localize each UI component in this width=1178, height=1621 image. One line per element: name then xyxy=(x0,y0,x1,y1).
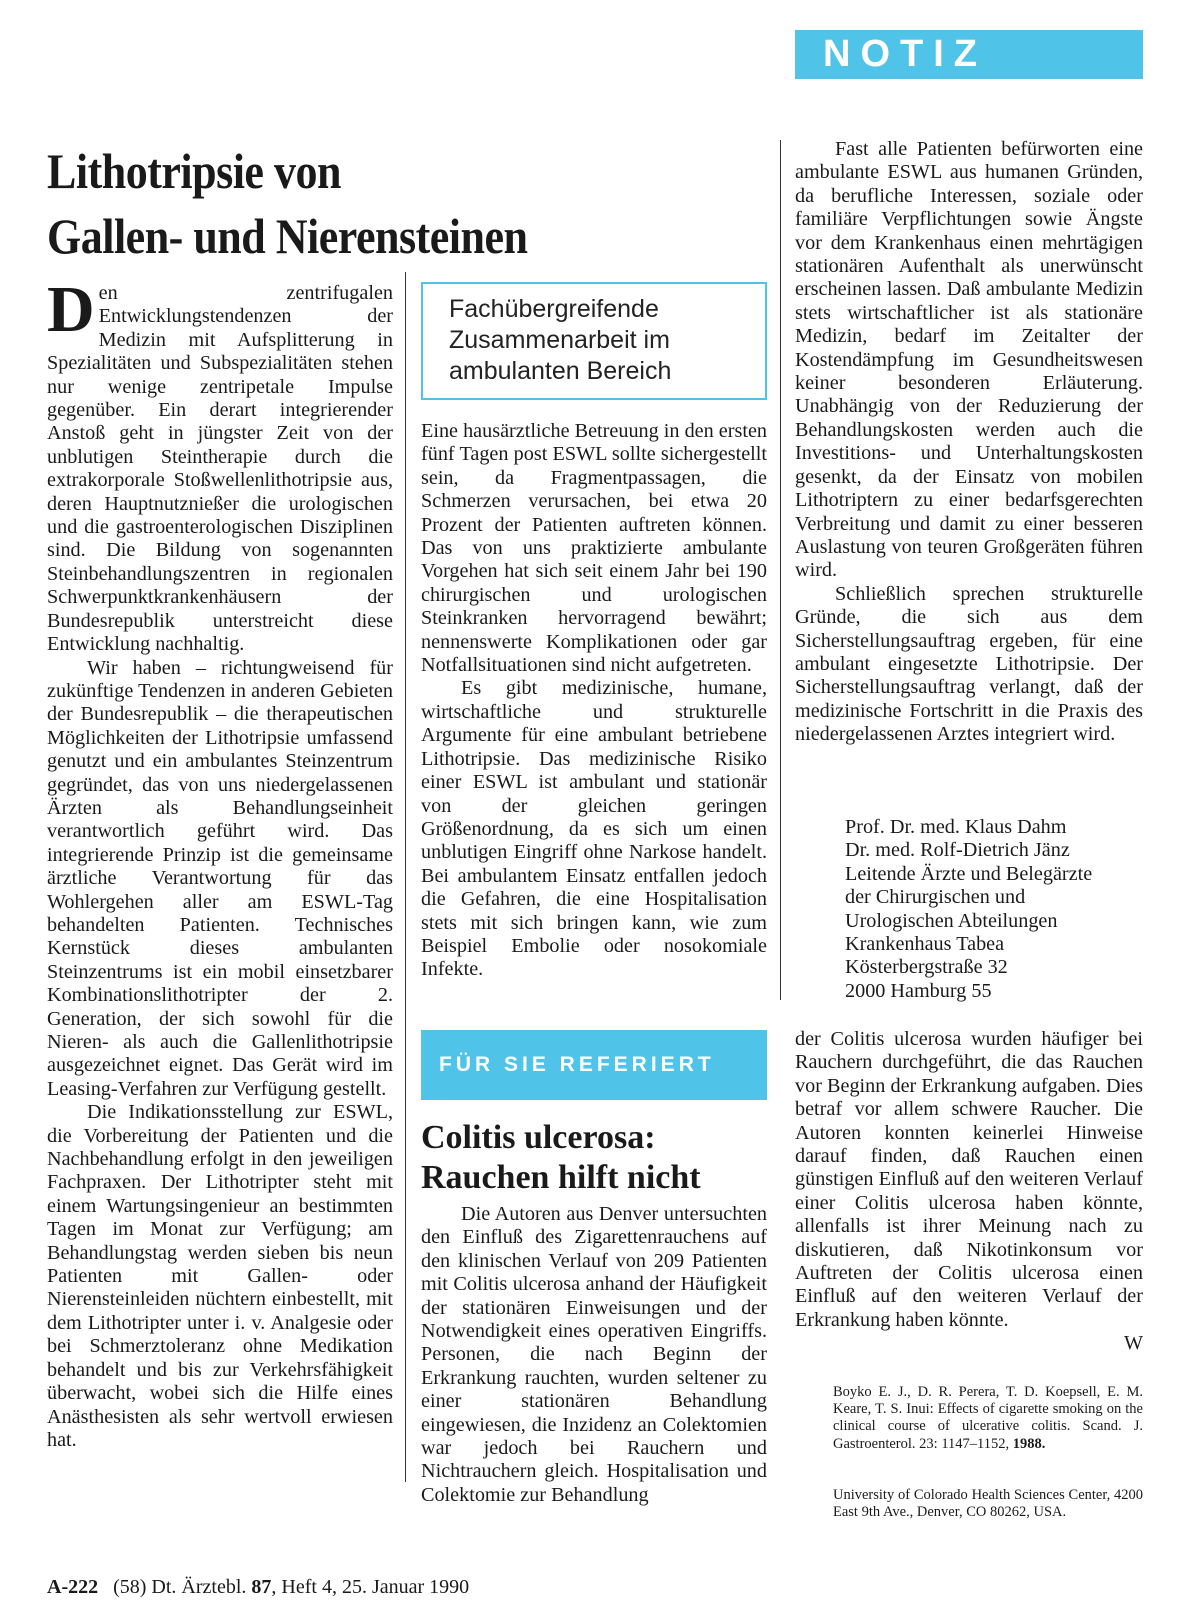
page-footer xyxy=(47,1575,469,1599)
pull-quote xyxy=(421,282,767,400)
paragraph: Fast alle Patienten befürworten eine ambulante ESWL aus humanen Gründen, da berufliche Interessen, soziale oder familiäre Verpflichtungen sowie Ängste vor dem Krankenhaus einen mehrtägigen stationären Aufenthalt als unerwünscht erscheinen lassen. Daß ambulante Medizin stets wirtschaftlicher ist als stationäre Medizin, bedarf im Zeitalter der Kostendämpfung im Gesundheitswesen keiner besonderen Erläuterung. Unabhängig von der Reduzierung der Behandlungskosten werden auch die Investitions- und Unterhaltungskosten gesenkt, da der Einsatz von mobilen Lithotriptern zu einer bedarfsgerechten Verbreitung und damit zu einer besseren Auslastung von teuren Großgeräten führen wird. xyxy=(795,138,1143,582)
paragraph: der Colitis ulcerosa wurden häufiger bei Rauchern durchgeführt, die das Rauchen vor Beginn der Erkrankung aufgaben. Dies betraf vor allem schwere Raucher. Die Autoren konnten keinerlei Hinweise darauf finden, daß Rauchen einen günstigen Einfluß auf den weiteren Verlauf einer Colitis ulcerosa haben könnte, allenfalls ist ihrer Meinung nach zu diskutieren, daß Nikotinkonsum vor Auftreten der Colitis ulcerosa einen Einfluß auf den weiteren Verlauf der Erkrankung haben könnte. xyxy=(795,1028,1143,1331)
signature-line: 2000 Hamburg 55 xyxy=(845,979,992,1002)
author-address: University of Colorado Health Sciences Center, 4200 East 9th Ave., Denver, CO 80262, USA. xyxy=(833,1487,1143,1521)
section-title-line-2: Rauchen hilft nicht xyxy=(421,1159,701,1196)
section-column-1 xyxy=(421,1203,767,1507)
title-line-2: Gallen- und Nierensteinen xyxy=(47,209,528,265)
section-banner: NOTIZ xyxy=(795,30,1143,79)
section-label-box: FÜR SIE REFERIERT xyxy=(421,1030,767,1100)
reference: Boyko E. J., D. R. Perera, T. D. Koepsell, E. M. Keare, T. S. Inui: Effects of cigarette smoking on the clinical course of ulcerative colitis. Scand. J. Gastroenterol. 23: 1147–1152, 1988. xyxy=(833,1384,1143,1452)
journal-volume: 87 xyxy=(251,1576,272,1598)
signature-line: der Chirurgischen und xyxy=(845,886,1026,909)
pull-quote-line: ambulanten Bereich xyxy=(449,357,672,385)
paragraph: Schließlich sprechen strukturelle Gründe, die sich aus dem Sicherstellungsauftrag ergeben, für eine ambulant eingesetzte Lithotripsie. Der Sicherstellungsauftrag verlangt, daß der medizinische Fortschritt in die Praxis des niedergelassenen Arztes integriert wird. xyxy=(795,582,1143,746)
article-column-1 xyxy=(47,273,393,1452)
article-title xyxy=(47,140,707,270)
paragraph: Den zentrifugalen Entwicklungstendenzen der Medizin mit Aufsplitterung in Spezialitäten und Subspezialitäten stehen nur wenige zentripetale Impulse gegenüber. Ein derart integrierender Anstoß geht in jüngster Zeit von der unblutigen Steintherapie durch die extrakorporale Stoßwellenlithotripsie aus, deren Hauptnutznießer die urologischen und die gastroenterologischen Disziplinen sind. Die Bildung von sogenannten Steinbehandlungszentren in regionalen Schwerpunktkrankenhäusern der Bundesrepublik unterstreicht diese Entwicklung nachhaltig. xyxy=(47,273,393,656)
signature-line: Urologischen Abteilungen xyxy=(845,909,1058,932)
signature-line: Krankenhaus Tabea xyxy=(845,933,1005,956)
pull-quote-line: Fachübergreifende xyxy=(449,295,659,323)
journal-citation: (58) Dt. Ärztebl. xyxy=(113,1576,247,1598)
column-divider-2 xyxy=(780,140,781,1000)
journal-issue: , Heft 4, 25. Januar 1990 xyxy=(271,1576,470,1598)
section-column-2 xyxy=(795,1028,1143,1356)
paragraph: Es gibt medizinische, humane, wirtschaftliche und strukturelle Argumente für eine ambulant betriebene Lithotripsie. Das medizinische Risiko einer ESWL ist ambulant und stationär von der gleichen geringen Größenordnung, da es sich um einen unblutigen Eingriff ohne Narkose handelt. Bei ambulantem Einsatz entfallen jedoch die Gefahren, die eine Hospitalisation stets mit sich bringen kann, wie zum Beispiel Embolie oder nosokomiale Infekte. xyxy=(421,677,767,981)
pull-quote-line: Zusammenarbeit im xyxy=(449,326,670,354)
section-title-line-1: Colitis ulcerosa: xyxy=(421,1119,656,1156)
page-number: A-222 xyxy=(47,1576,99,1598)
signature-line: Leitende Ärzte und Belegärzte xyxy=(845,862,1093,885)
column-divider-1 xyxy=(405,272,406,1482)
signature-line: Kösterbergstraße 32 xyxy=(845,956,1008,979)
drop-cap: D xyxy=(47,273,95,346)
article-column-2 xyxy=(421,420,767,982)
paragraph: Die Indikationsstellung zur ESWL, die Vorbereitung der Patienten und die Nachbehandlung erfolgt in den jeweiligen Fachpraxen. Der Lithotripter steht mit einem Wartungsingenieur an bestimmten Tagen im Monat zur Verfügung; am Behandlungstag werden sieben bis neun Patienten mit Gallen- oder Nierensteinleiden nüchtern einbestellt, mit dem Lithotripter unter i. v. Analgesie oder bei Schmerztoleranz ohne Medikation behandelt und bis zur Verkehrsfähigkeit überwacht, wobei sich die Hilfe eines Anästhesisten als sehr wertvoll erwiesen hat. xyxy=(47,1101,393,1451)
reference-year: 1988. xyxy=(1012,1435,1046,1452)
signature-line: Dr. med. Rolf-Dietrich Jänz xyxy=(845,839,1070,862)
author-signature xyxy=(845,816,1165,1003)
paragraph: Eine hausärztliche Betreuung in den ersten fünf Tagen post ESWL sollte sichergestellt sein, da Fragmentpassagen, die Schmerzen verursachen, bei etwa 20 Prozent der Patienten auftreten können. Das von uns praktizierte ambulante Vorgehen hat sich seit einem Jahr bei 190 chirurgischen und urologischen Steinkranken hervorragend bewährt; nennenswerte Komplikationen oder gar Notfallsituationen sind nicht aufgetreten. xyxy=(421,420,767,677)
section-title xyxy=(421,1118,781,1198)
signature-line: Prof. Dr. med. Klaus Dahm xyxy=(845,816,1067,838)
paragraph: Wir haben – richtungweisend für zukünftige Tendenzen in anderen Gebieten der Bundesrepublik – die therapeutischen Möglichkeiten der Lithotripsie umfassend genutzt und ein ambulantes Steinzentrum gegründet, das von uns niedergelassenen Ärzten als Behandlungseinheit verantwortlich geführt wird. Das integrierende Prinzip ist die gemeinsame ärztliche Verantwortung für das Wohlergehen aller am ESWL-Tag behandelten Patienten. Technisches Kernstück dieses ambulanten Steinzentrums ist ein mobil einsetzbarer Kombinationslithotripter der 2. Generation, der sich sowohl für die Nieren- als auch die Gallenlithotripsie ausgezeichnet eignet. Das Gerät wird im Leasing-Verfahren zur Verfügung gestellt. xyxy=(47,656,393,1100)
author-initial: W xyxy=(1123,1332,1143,1355)
article-column-3 xyxy=(795,138,1143,747)
paragraph: Die Autoren aus Denver untersuchten den Einfluß des Zigarettenrauchens auf den klinischen Verlauf von 209 Patienten mit Colitis ulcerosa anhand der Häufigkeit der stationären Einweisungen und der Notwendigkeit eines operativen Eingriffs. Personen, die nach Beginn der Erkrankung rauchten, wurden seltener zu einer stationären Behandlung eingewiesen, die Inzidenz an Colektomien war jedoch bei Rauchern und Nichtrauchern gleich. Hospitalisation und Colektomie zur Behandlung xyxy=(421,1203,767,1506)
title-line-1: Lithotripsie von xyxy=(47,144,341,200)
